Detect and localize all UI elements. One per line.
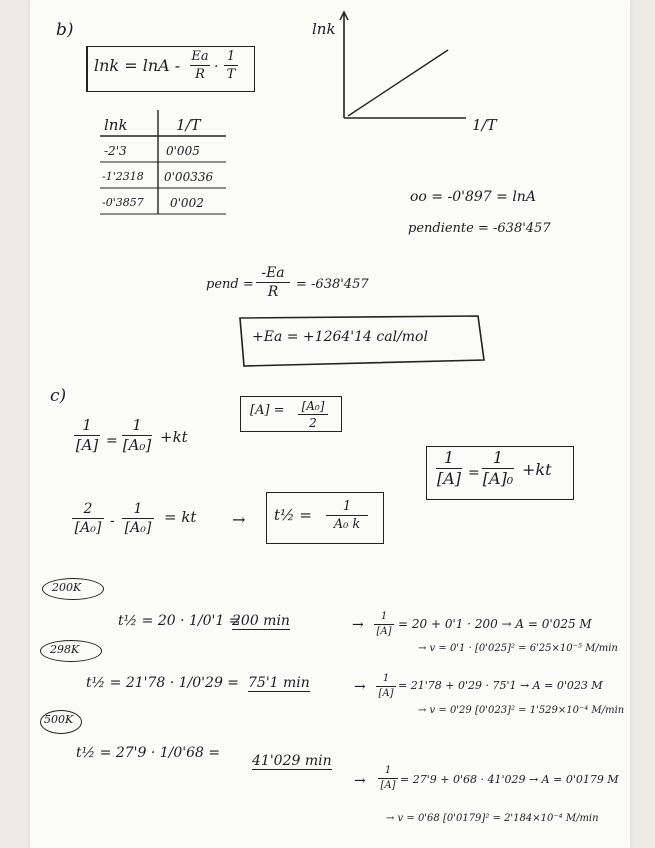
frac-den: T: [226, 67, 236, 82]
frac-num: 1: [132, 416, 142, 434]
arrow-icon: →: [354, 679, 366, 695]
one-over-a: [74, 418, 100, 453]
table-cell: -1'2318: [102, 170, 144, 183]
part-b-label: b): [56, 20, 74, 40]
bigbox-equals: =: [468, 465, 480, 481]
half-life-lhs: t½ =: [274, 506, 312, 524]
frac-den: [A₀]: [124, 520, 152, 536]
one-over-a: [376, 674, 396, 699]
part-c-label: c): [50, 386, 67, 406]
frac-den: [A₀]: [122, 436, 152, 454]
frac-den: [A]: [75, 436, 99, 454]
one-over-a: [436, 450, 462, 487]
ea-result: +Ea = +1264'14 cal/mol: [252, 329, 428, 345]
slope-text: pendiente = -638'457: [408, 221, 551, 236]
frac-num: Ea: [191, 49, 209, 64]
table-cell: 0'002: [170, 196, 204, 210]
eq2-minus: -: [110, 513, 115, 529]
arrow-icon: →: [354, 773, 366, 789]
graph-xlabel: 1/T: [472, 116, 497, 134]
eq1-tail: +kt: [160, 428, 188, 446]
temp-label: 500K: [44, 713, 74, 726]
half-life-calc-200k: t½ = 20 · 1/0'1 =: [118, 613, 241, 629]
rate-calc-200k: → v = 0'1 · [0'025]² = 6'25×10⁻⁵ M/min: [418, 643, 618, 654]
graph-ylabel: lnk: [312, 20, 336, 38]
one-over-a0k: [326, 500, 368, 531]
one-over-a: [378, 766, 398, 791]
arrhenius-lhs: lnk = lnA -: [94, 56, 181, 75]
table-cell: 0'005: [166, 144, 200, 158]
half-life-result-200k: 200 min: [232, 613, 290, 629]
frac-num: 1: [133, 501, 143, 517]
table-cell: 0'00336: [164, 170, 214, 184]
arrow-icon: →: [352, 617, 364, 633]
half-lhs: [A] =: [250, 403, 285, 418]
arrow-icon: →: [232, 510, 246, 529]
one-over-a0: [482, 450, 514, 487]
half-life-result-500k: 41'029 min: [252, 753, 332, 769]
multiply-dot: ·: [214, 59, 219, 75]
eq1-equals: =: [106, 433, 118, 449]
rate-calc-500k: → v = 0'68 [0'0179]² = 2'184×10⁻⁴ M/min: [386, 813, 599, 824]
frac-num: 1: [382, 673, 390, 684]
two-over-a0: [72, 502, 104, 535]
bigbox-tail: +kt: [522, 460, 552, 479]
frac-den: [A]: [436, 469, 462, 488]
half-life-result-298k: 75'1 min: [248, 675, 310, 691]
temp-label: 200K: [52, 581, 82, 594]
frac-den: [A]₀: [482, 469, 514, 488]
one-over-a0: [122, 418, 152, 453]
frac-num: 1: [380, 611, 388, 622]
one-over-a: [374, 612, 394, 637]
half-life-calc-298k: t½ = 21'78 · 1/0'29 =: [86, 675, 240, 691]
rate-calc-298k: → v = 0'29 [0'023]² = 1'529×10⁻⁴ M/min: [418, 705, 625, 716]
frac-num: 1: [384, 765, 392, 776]
frac-den: R: [267, 284, 279, 300]
table-header-lnk: lnk: [104, 116, 128, 134]
frac-num: 2: [83, 501, 93, 517]
half-life-calc-500k: t½ = 27'9 · 1/0'68 =: [76, 745, 221, 761]
frac-den: [A]: [380, 780, 396, 791]
frac-den: [A₀]: [74, 520, 102, 536]
frac-num: 1: [443, 448, 455, 467]
conc-calc-200k: = 20 + 0'1 · 200 → A = 0'025 M: [398, 617, 592, 631]
pend-rhs: = -638'457: [296, 277, 369, 292]
frac-den: R: [195, 67, 205, 82]
table-header-inv-t: 1/T: [176, 116, 201, 134]
frac-den: [A]: [376, 626, 392, 637]
frac-num: 1: [82, 416, 92, 434]
table-cell: -2'3: [104, 144, 127, 158]
one-over-a0: [122, 502, 154, 535]
conc-calc-298k: = 21'78 + 0'29 · 75'1 → A = 0'023 M: [398, 679, 603, 692]
frac-num: 1: [226, 49, 236, 64]
frac-num: -Ea: [261, 265, 285, 281]
pend-lhs: pend =: [206, 277, 254, 292]
table-cell: -0'3857: [102, 196, 144, 209]
frac-den: 2: [309, 416, 317, 430]
a0-over-2: [298, 400, 328, 429]
frac-den: [A]: [378, 688, 394, 699]
eq2-tail: = kt: [164, 508, 197, 526]
intercept-text: oo = -0'897 = lnA: [410, 189, 536, 205]
frac-num: 1: [342, 499, 352, 514]
frac-num: 1: [492, 448, 504, 467]
frac-den: A₀ k: [333, 517, 361, 532]
temp-label: 298K: [50, 643, 80, 656]
frac-num: [A₀]: [301, 399, 325, 413]
conc-calc-500k: = 27'9 + 0'68 · 41'029 → A = 0'0179 M: [400, 773, 619, 786]
